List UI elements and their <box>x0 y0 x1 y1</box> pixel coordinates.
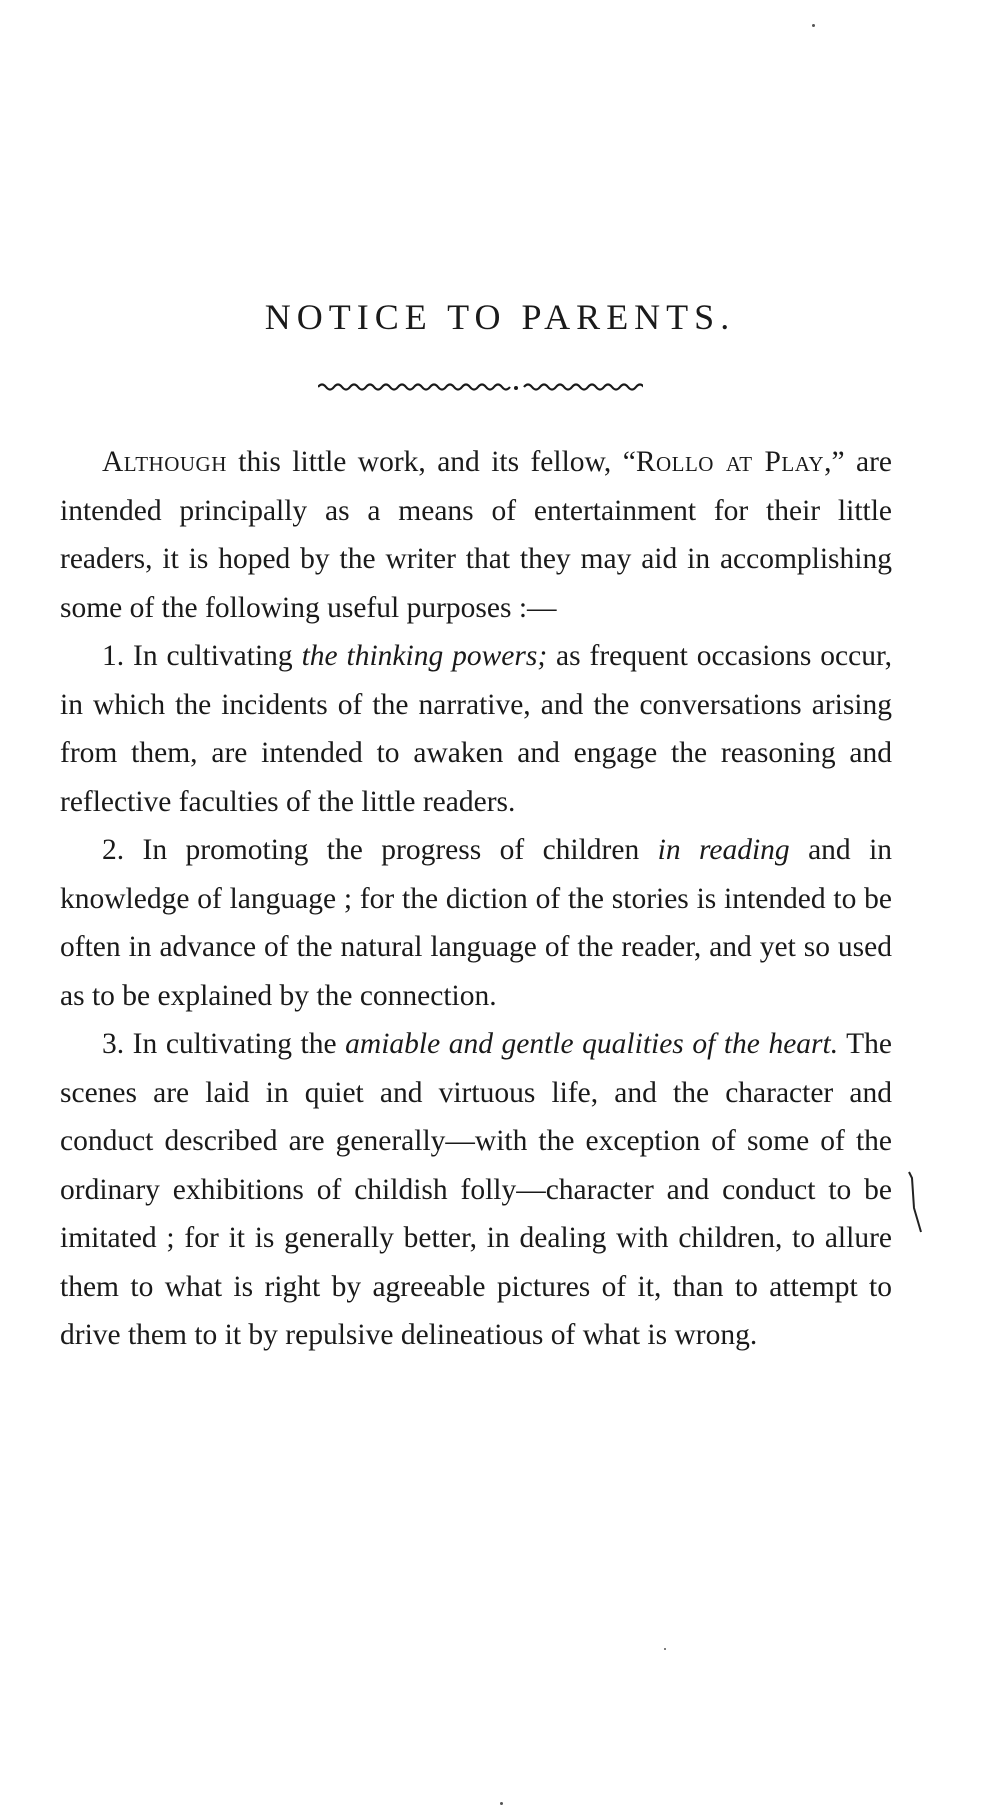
intro-text-1: this little work, and its fellow, “ <box>226 446 636 478</box>
intro-lead-word: Although <box>102 446 227 478</box>
item-text-before: In cultivating <box>124 640 302 672</box>
paper-speck <box>812 24 815 27</box>
item-emphasis: in reading <box>657 834 790 866</box>
purpose-item-1 <box>60 632 892 826</box>
purpose-item-3 <box>60 1020 892 1360</box>
paper-speck <box>500 1802 503 1805</box>
margin-pencil-mark <box>906 1168 926 1238</box>
decorative-wavy-rule <box>318 380 643 394</box>
intro-text-2: ,” are intended principally as a means of entertainment for their little readers, it is hoped by the writer that they may aid in accomplishing some of the following useful purposes :— <box>60 446 892 624</box>
book-title-rollo-at-play: Rollo at Play <box>635 446 825 478</box>
item-text-after: and in knowledge of language ; for the diction of the stories is intended to be often in advance of the natural language of the reader, and yet so used as to be explained by the connection. <box>60 834 893 1012</box>
notice-body <box>60 438 892 1360</box>
page-title: NOTICE TO PARENTS. <box>264 297 736 337</box>
item-text-after: as frequent occasions occur, in which the incidents of the narrative, and the conversations arising from them, are intended to awaken and engage the reasoning and reflective faculties of the little readers. <box>60 640 892 818</box>
purpose-item-2 <box>60 826 892 1020</box>
item-number: 2. <box>102 834 125 866</box>
item-number: 1. <box>102 640 125 672</box>
item-emphasis: amiable and gentle qualities of the heart. <box>345 1028 839 1060</box>
paper-speck <box>664 1648 666 1650</box>
item-text-before: In promoting the progress of children <box>124 834 658 866</box>
item-emphasis: the thinking powers; <box>301 640 548 672</box>
item-number: 3. <box>102 1028 125 1060</box>
intro-paragraph <box>60 438 892 632</box>
item-text-before: In cultivating the <box>124 1028 346 1060</box>
item-text-after: The scenes are laid in quiet and virtuous life, and the character and conduct described are generally—with the exception of some of the ordinary exhibitions of childish folly—character and conduct to be imitated ; for it is generally better, in dealing with children, to allure them to what is right by agreeable pictures of it, than to attempt to drive them to it by repulsive delineatious of what is wrong. <box>60 1028 892 1351</box>
